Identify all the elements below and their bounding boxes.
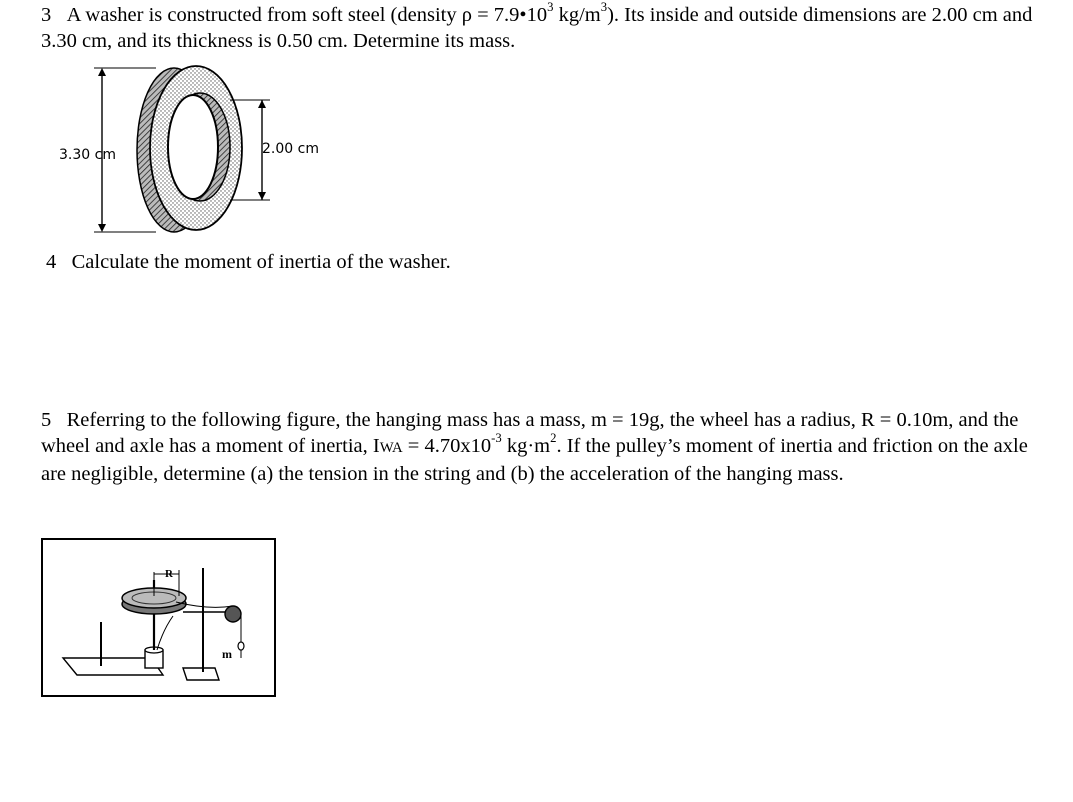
pulley-figure — [41, 538, 276, 697]
question-text: Referring to the following figure, the hanging mass has a mass, m = 19g, the wheel has a radius, R = 0.10m, and the wheel and axle has a moment of inertia, I — [41, 409, 1019, 457]
outer-diameter-label: 3.30 cm — [59, 147, 116, 163]
subscript: WA — [379, 440, 403, 456]
question-5 — [41, 407, 1051, 487]
question-number: 3 — [41, 4, 52, 26]
question-text: Calculate the moment of inertia of the washer. — [71, 251, 451, 273]
question-4 — [46, 249, 946, 275]
exponent: 2 — [550, 430, 557, 445]
question-text: kg/m — [553, 4, 601, 26]
washer-hole — [168, 95, 218, 199]
right-base — [183, 668, 219, 680]
hanging-mass — [238, 642, 244, 650]
question-text: kg·m — [501, 435, 551, 457]
question-number: 4 — [46, 251, 57, 273]
question-text: A washer is constructed from soft steel (density ρ = 7.9•10 — [66, 4, 548, 26]
question-text: = 4.70x10 — [402, 435, 492, 457]
pulley — [225, 606, 241, 622]
pulley-diagram — [43, 540, 274, 695]
inner-diameter-label: 2.00 cm — [262, 141, 319, 157]
exponent: -3 — [491, 430, 502, 445]
question-text: ). Its inside and outside dimensions are 2.00 cm and 3.30 cm, and its thickness is 0.50 cm. Determine its mass. — [41, 4, 1033, 52]
question-3 — [41, 2, 1041, 54]
exponent: 3 — [600, 0, 608, 14]
mass-label: m — [222, 647, 232, 661]
radius-label: R — [165, 568, 173, 580]
question-number: 5 — [41, 409, 52, 431]
exponent: 3 — [547, 0, 554, 14]
question-text: . If the pulley’s moment of inertia and friction on the axle are negligible, determine (a) the tension in the string and (b) the acceleration of the hanging mass. — [41, 435, 1028, 485]
